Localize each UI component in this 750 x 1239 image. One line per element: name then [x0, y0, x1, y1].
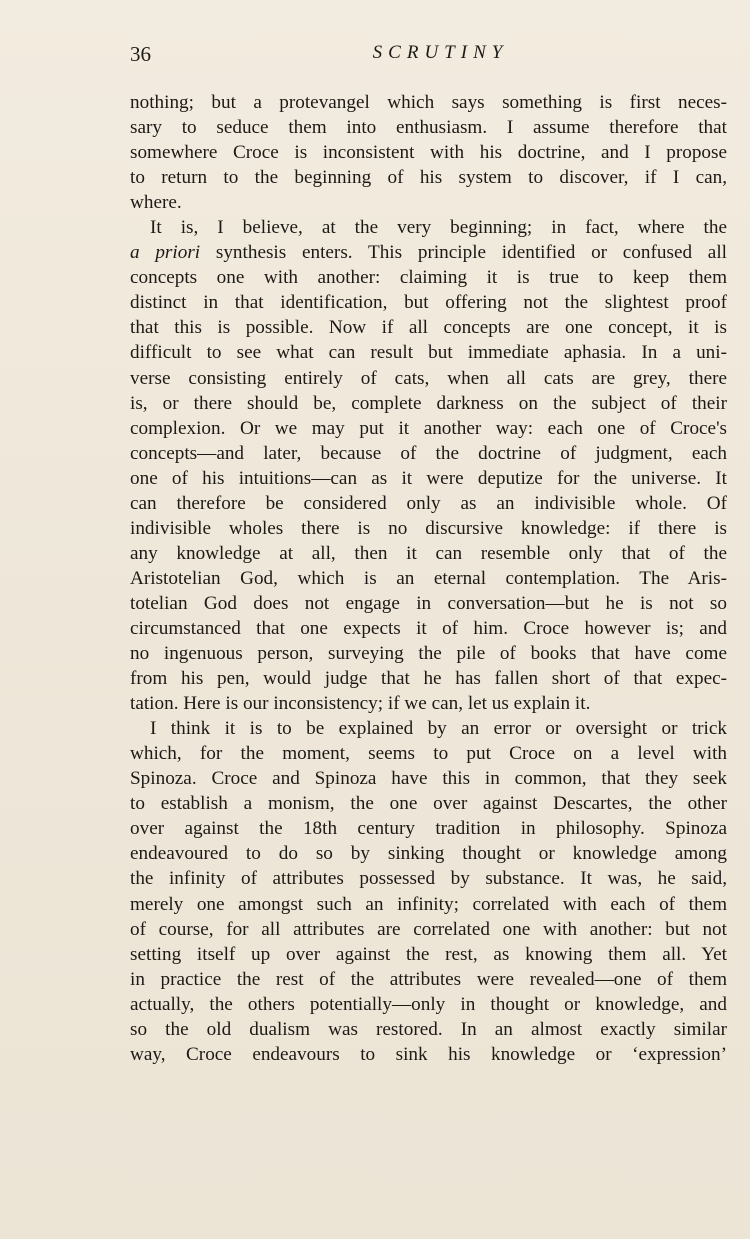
text-line: which, for the moment, seems to put Croce on a level with	[130, 743, 727, 765]
text-line: It is, I believe, at the very beginning; in fact, where the	[150, 217, 727, 239]
text-line: to establish a monism, the one over against Descartes, the other	[130, 793, 727, 815]
text-line: over against the 18th century tradition in philosophy. Spinoza	[130, 818, 727, 840]
text-line: Spinoza. Croce and Spinoza have this in common, that they seek	[130, 768, 727, 790]
running-head: SCRUTINY	[372, 42, 509, 63]
text-line: way, Croce endeavours to sink his knowledge or ‘expression’	[130, 1043, 727, 1065]
text-line: indivisible wholes there is no discursive knowledge: if there is	[130, 517, 727, 539]
text-line: can therefore be considered only as an indivisible whole. Of	[130, 492, 727, 514]
text-line: sary to seduce them into enthusiasm. I assume therefore that	[130, 117, 727, 139]
text-line: actually, the others potentially—only in thought or knowledge, and	[130, 993, 727, 1015]
text-line-mixed	[130, 240, 727, 265]
text-line: endeavoured to do so by sinking thought or knowledge among	[130, 843, 727, 865]
text-line: so the old dualism was restored. In an almost exactly similar	[130, 1018, 727, 1040]
text-line: distinct in that identification, but offering not the slightest proof	[130, 292, 727, 314]
text-line: concepts—and later, because of the doctrine of judgment, each	[130, 442, 727, 464]
text-line: setting itself up over against the rest, as knowing them all. Yet	[130, 943, 727, 965]
text-line: circumstanced that one expects it of him. Croce however is; and	[130, 617, 727, 639]
body-text	[130, 90, 727, 1067]
text-line: that this is possible. Now if all concepts are one concept, it is	[130, 317, 727, 339]
text-line: of course, for all attributes are correlated one with another: but not	[130, 918, 727, 940]
text-line: complexion. Or we may put it another way: each one of Croce's	[130, 417, 727, 439]
page-header	[130, 42, 727, 72]
text-line: concepts one with another: claiming it is true to keep them	[130, 267, 727, 289]
text-line: any knowledge at all, then it can resemble only that of the	[130, 542, 727, 564]
text-line: where.	[130, 192, 182, 214]
text-line: from his pen, would judge that he has fallen short of that expec-	[130, 668, 727, 690]
text-line: somewhere Croce is inconsistent with his doctrine, and I propose	[130, 142, 727, 164]
italic-phrase: a priori	[130, 242, 201, 264]
text-line: totelian God does not engage in conversation—but he is not so	[130, 592, 727, 614]
text-line: one of his intuitions—can as it were deputize for the universe. It	[130, 467, 727, 489]
text-line: is, or there should be, complete darkness on the subject of their	[130, 392, 727, 414]
text-line: in practice the rest of the attributes were revealed—one of them	[130, 968, 727, 990]
text-line: difficult to see what can result but immediate aphasia. In a uni-	[130, 342, 727, 364]
text-line: nothing; but a protevangel which says something is first neces-	[130, 92, 727, 113]
text-line: tation. Here is our inconsistency; if we can, let us explain it.	[130, 693, 591, 715]
text-line: verse consisting entirely of cats, when all cats are grey, there	[130, 367, 727, 389]
page-number: 36	[130, 42, 151, 66]
text-fragment: synthesis enters. This principle identified or confused all	[200, 242, 727, 264]
text-line: the infinity of attributes possessed by substance. It was, he said,	[130, 868, 727, 890]
text-line: Aristotelian God, which is an eternal contemplation. The Aris-	[130, 567, 727, 589]
text-line: no ingenuous person, surveying the pile of books that have come	[130, 643, 727, 665]
text-line: I think it is to be explained by an error or oversight or trick	[150, 718, 727, 740]
text-line: to return to the beginning of his system to discover, if I can,	[130, 167, 727, 189]
text-line: merely one amongst such an infinity; correlated with each of them	[130, 893, 727, 915]
